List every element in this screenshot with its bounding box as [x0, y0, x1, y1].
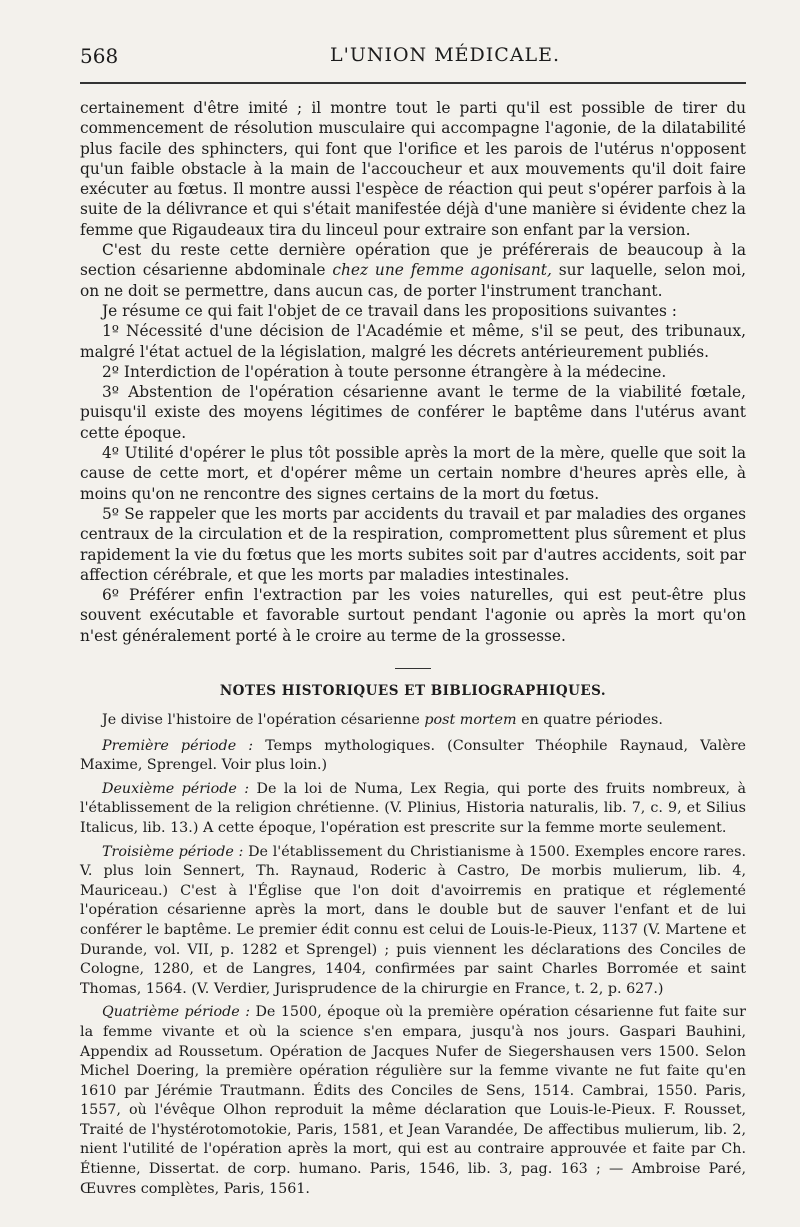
- emphasis-text: post mortem: [424, 712, 517, 729]
- paragraph-section-preference: C'est du reste cette dernière opération que je préférerais de beaucoup à la section césarienne abdominale chez une femme agonisant, sur laquelle, selon moi, on ne doit se permettre, dans aucun cas, de porter l'instrument tranchant.: [80, 241, 746, 300]
- section-divider: [395, 668, 431, 669]
- proposition-4: 4º Utilité d'opérer le plus tôt possible après la mort de la mère, quelle que soit la cause de cette mort, et d'opérer même un certain nombre d'heures après elle, à moins qu'on ne rencontre des signes certains de la mort du fœtus.: [80, 444, 746, 503]
- proposition-2: 2º Interdiction de l'opération à toute personne étrangère à la médecine.: [102, 362, 667, 381]
- period-label: Quatrième période :: [102, 1004, 251, 1021]
- proposition-6: 6º Préférer enfin l'extraction par les voies naturelles, qui est peut-être plus souvent exécutable et favorable surtout pendant l'agonie ou après la mort qu'on n'est généralement porté à le croire au terme de la grossesse.: [80, 586, 746, 645]
- period-2-note: Deuxième période : De la loi de Numa, Lex Regia, qui porte des fruits nombreux, à l'établissement de la religion chrétienne. (V. Plinius, Historia naturalis, lib. 7, c. 9, et Silius Italicus, lib. 13.) A cette époque, l'opération est prescrite sur la femme morte seulement.: [80, 780, 746, 836]
- period-1-note: Première période : Temps mythologiques. (Consulter Théophile Raynaud, Valère Maxime, Sprengel. Voir plus loin.): [80, 737, 746, 774]
- period-3-note: Troisième période : De l'établissement du Christianisme à 1500. Exemples encore rares. V. plus loin Sennert, Th. Raynaud, Roderic à Castro, De morbis mulierum, lib. 4, Mauriceau.) C'est à l'Église que l'on doit d'avoirremis en pratique et réglementé l'opération césarienne après la mort, dans le double but de sauver l'enfant et de lui conférer le baptême. Le premier édit connu est celui de Louis-le-Pieux, 1137 (V. Martene et Durande, vol. VII, p. 1282 et Sprengel) ; puis viennent les déclarations des Conciles de Cologne, 1280, et de Langres, 1404, confirmées par saint Charles Borromée et saint Thomas, 1564. (V. Verdier, Jurisprudence de la chirurgie en France, t. 2, p. 627.): [80, 843, 746, 997]
- paragraph-summary-intro: Je résume ce qui fait l'objet de ce travail dans les propositions suivantes :: [102, 301, 677, 320]
- proposition-3: 3º Abstention de l'opération césarienne avant le terme de la viabilité fœtale, puisqu'il existe des moyens légitimes de conférer le baptême dans l'utérus avant cette époque.: [80, 383, 746, 442]
- main-text: [80, 98, 746, 646]
- paragraph-continuation: certainement d'être imité ; il montre tout le parti qu'il est possible de tirer du commencement de résolution musculaire qui accompagne l'agonie, de la dilatabilité plus facile des sphincters, qui font que l'orifice et les parois de l'utérus n'opposent qu'un faible obstacle à la main de l'accoucheur et aux mouvements qu'il doit faire exécuter au fœtus. Il montre aussi l'espèce de réaction qui peut s'opérer parfois à la suite de la délivrance et qui s'était manifestée déjà d'une manière si évidente chez la femme que Rigaudeaux tira du linceul pour extraire son enfant par la version.: [80, 99, 746, 239]
- emphasis-text: chez une femme agonisant,: [332, 261, 552, 280]
- notes-intro: Je divise l'histoire de l'opération césarienne post mortem en quatre périodes.: [102, 712, 663, 729]
- notes-section-title: NOTES HISTORIQUES ET BIBLIOGRAPHIQUES.: [219, 683, 607, 700]
- header-rule: [80, 82, 746, 84]
- page-header: [80, 36, 746, 70]
- running-title: L'UNION MÉDICALE.: [330, 44, 561, 66]
- proposition-1: 1º Nécessité d'une décision de l'Académie et même, s'il se peut, des tribunaux, malgré l'état actuel de la législation, malgré les décrets antérieurement publiés.: [80, 322, 746, 361]
- page-number: 568: [80, 44, 119, 68]
- period-label: Deuxième période :: [102, 780, 250, 797]
- notes-section: [80, 711, 746, 1199]
- period-4-note: Quatrième période : De 1500, époque où la première opération césarienne fut faite sur la femme vivante et où la science s'en empara, jusqu'à nos jours. Gaspari Bauhini, Appendix ad Roussetum. Opération de Jacques Nufer de Siegershausen vers 1500. Selon Michel Doering, la première opération régulière sur la femme vivante ne fut faite qu'en 1610 par Jérémie Trautmann. Édits des Conciles de Sens, 1514. Cambrai, 1550. Paris, 1557, où l'évêque Olhon reproduit la même déclaration que Louis-le-Pieux. F. Rousset, Traité de l'hystérotomotokie, Paris, 1581, et Jean Varandée, De affectibus mulierum, lib. 2, nient l'utilité de l'opération après la mort, qui est au contraire approuvée et faite par Ch. Étienne, Dissertat. de corp. humano. Paris, 1546, lib. 3, pag. 163 ; — Ambroise Paré, Œuvres complètes, Paris, 1561.: [80, 1004, 746, 1197]
- period-label: Première période :: [102, 737, 254, 754]
- period-label: Troisième période :: [102, 843, 244, 860]
- proposition-5: 5º Se rappeler que les morts par accidents du travail et par maladies des organes centraux de la circulation et de la respiration, compromettent plus sûrement et plus rapidement la vie du fœtus que les morts subites soit par d'autres accidents, soit par affection cérébrale, et que les morts par maladies intestinales.: [80, 504, 746, 584]
